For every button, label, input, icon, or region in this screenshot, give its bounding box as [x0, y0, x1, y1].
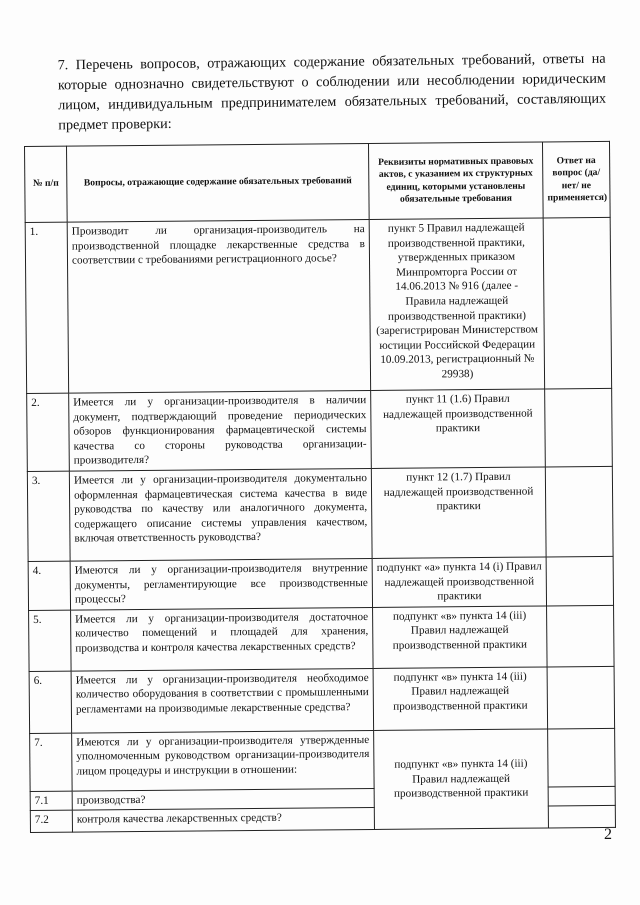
- table-row: [30, 728, 615, 791]
- header-num: № п/п: [25, 146, 68, 222]
- row-num: 4.: [28, 561, 70, 610]
- row-num: 6.: [29, 671, 72, 733]
- row-question: Имеется ли у организации-производителя документально оформленная фармацевтическая система качества в виде руководства по качеству или аналогичного документа, содержащего описание системы управления качеством, включая ответственность руководства?: [69, 468, 372, 561]
- answer-cell[interactable]: [547, 605, 615, 667]
- page-number: 2: [604, 826, 612, 843]
- row-reference: подпункт «в» пункта 14 (iii) Правил надлежащей производственной практики: [373, 606, 548, 669]
- table-header-row: [25, 141, 611, 222]
- answer-cell[interactable]: [545, 388, 613, 467]
- row-question: Имеются ли у организации-производителя внутренние документы, регламентирующие все производственные процессы?: [70, 558, 372, 609]
- row-reference: пункт 11 (1.6) Правил надлежащей производственной практики: [371, 389, 546, 468]
- answer-cell[interactable]: [548, 806, 615, 829]
- row-num: 1.: [25, 222, 68, 393]
- table-row: [25, 217, 611, 393]
- row-question: Имеется ли у организации-производителя необходимое количество оборудования в соответствии с промышленными регламентами на производимые лекарственные средства?: [71, 668, 374, 733]
- row-reference: пункт 12 (1.7) Правил надлежащей производственной практики: [371, 467, 546, 559]
- header-requisites: Реквизиты нормативных правовых актов, с указанием их структурных единиц, которыми установлены обязательные требования: [368, 142, 543, 220]
- row-reference: подпункт «в» пункта 14 (iii) Правил надлежащей производственной практики: [374, 729, 549, 830]
- row-reference: пункт 5 Правил надлежащей производственной практики, утвержденных приказом Минпромторга России от 14.06.2013 № 916 (далее - Правила надлежащей производственной практики) (зарегистрирован Министерством юстиции Российской Федерации 10.09.2013, регистрационный № 29938): [369, 218, 544, 391]
- checklist-table: [24, 141, 616, 833]
- answer-cell[interactable]: [545, 466, 613, 557]
- table-row: [27, 466, 613, 561]
- row-question: Имеется ли у организации-производителя в наличии документ, подтверждающий проведение периодических обзоров функционирования фармацевтической системы качества со стороны руководства организации-производителя?: [69, 390, 372, 471]
- answer-cell[interactable]: [543, 217, 611, 389]
- row-question: контроля качества лекарственных средств?: [72, 808, 374, 833]
- row-reference: подпункт «в» пункта 14 (iii) Правил надлежащей производственной практики: [373, 667, 548, 731]
- intro-paragraph: 7. Перечень вопросов, отражающих содержание обязательных требований, ответы на которые однозначно свидетельствуют о соблюдении или несоблюдении юридическим лицом, индивидуальным предпринимателем обязательных требований, составляющих предмет проверки:: [57, 50, 607, 134]
- row-num: 7.: [30, 733, 73, 791]
- table-row: [27, 388, 613, 471]
- answer-cell[interactable]: [548, 728, 616, 787]
- row-num: 5.: [29, 610, 72, 671]
- row-num: 3.: [27, 471, 70, 561]
- answer-cell[interactable]: [547, 666, 615, 729]
- row-reference: подпункт «а» пункта 14 (i) Правил надлежащей производственной практики: [372, 557, 546, 607]
- answer-cell[interactable]: [546, 556, 613, 605]
- row-question: Производит ли организация-производитель на производственной площадке лекарственные средства в соответствии с требованиями регистрационного досье?: [67, 219, 370, 393]
- table-row: [29, 666, 615, 733]
- row-question: производства?: [72, 788, 374, 810]
- row-num: 2.: [27, 393, 70, 471]
- row-num: 7.2: [30, 810, 72, 832]
- table-row: [29, 605, 615, 671]
- table-row: [28, 556, 613, 610]
- header-question: Вопросы, отражающие содержание обязательных требований: [67, 143, 370, 222]
- answer-cell[interactable]: [548, 786, 615, 806]
- row-question: Имеется ли у организации-производителя достаточное количество помещений и площадей для хранения, производства и контроля качества лекарственных средств?: [71, 607, 374, 671]
- row-num: 7.1: [30, 791, 72, 811]
- header-answer: Ответ на вопрос (да/нет/ не применяется): [542, 141, 610, 218]
- row-question: Имеются ли у организации-производителя утвержденные уполномоченным руководством организации-производителя лицом процедуры и инструкции в отношении:: [72, 730, 374, 791]
